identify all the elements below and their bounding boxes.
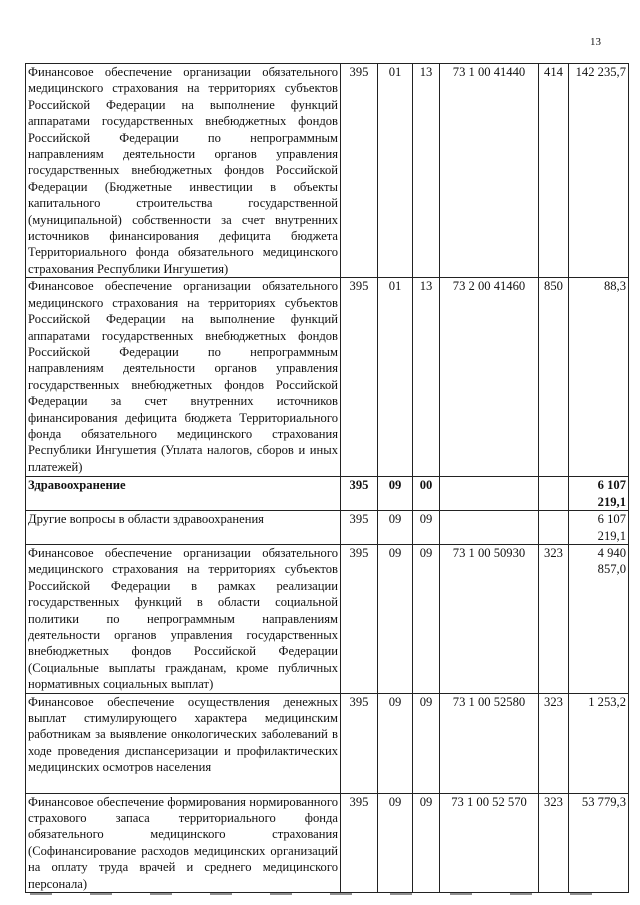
amount: 53 779,3	[569, 793, 629, 892]
section-code: 09	[378, 477, 413, 511]
row-description: Финансовое обеспечение формирования нормированного страхового запаса территориального фонда обязательного медицинского страхования (Софинансирование расходов медицинских организаций на оплату труда врачей и среднего медицинского персонала)	[26, 793, 341, 892]
target-article-code: 73 1 00 52580	[440, 693, 539, 793]
target-article-code: 73 1 00 50930	[440, 544, 539, 693]
grbs-code: 395	[341, 64, 378, 278]
amount: 6 107 219,1	[569, 511, 629, 545]
subsection-code: 13	[413, 64, 440, 278]
table-row	[26, 477, 629, 511]
table-row	[26, 511, 629, 545]
row-description: Финансовое обеспечение осуществления денежных выплат стимулирующего характера медицинским работникам за выявление онкологических заболеваний в ходе проведения диспансеризации и профилактических медицинских осмотров населения	[26, 693, 341, 793]
section-code: 09	[378, 693, 413, 793]
table-row	[26, 544, 629, 693]
expense-type-code	[539, 477, 569, 511]
amount: 6 107 219,1	[569, 477, 629, 511]
grbs-code: 395	[341, 793, 378, 892]
expense-type-code: 850	[539, 278, 569, 477]
expense-type-code: 414	[539, 64, 569, 278]
expense-type-code: 323	[539, 544, 569, 693]
row-description: Финансовое обеспечение организации обязательного медицинского страхования на территориях субъектов Российской Федерации на выполнение функций аппаратами государственных внебюджетных фондов Российской Федерации по непрограммным направлениям деятельности органов управления государственных внебюджетных фондов Российской Федерации за счет внутренних источников финансирования дефицита бюджета Территориального фонда обязательного медицинского страхования Республики Ингушетия (Уплата налогов, сборов и иных платежей)	[26, 278, 341, 477]
subsection-code: 13	[413, 278, 440, 477]
section-code: 09	[378, 793, 413, 892]
amount: 142 235,7	[569, 64, 629, 278]
amount: 1 253,2	[569, 693, 629, 793]
subsection-code: 09	[413, 544, 440, 693]
amount: 4 940 857,0	[569, 544, 629, 693]
subsection-code: 09	[413, 793, 440, 892]
expense-type-code: 323	[539, 693, 569, 793]
row-description: Другие вопросы в области здравоохранения	[26, 511, 341, 545]
expense-type-code	[539, 511, 569, 545]
grbs-code: 395	[341, 693, 378, 793]
target-article-code	[440, 511, 539, 545]
table-row	[26, 693, 629, 793]
amount: 88,3	[569, 278, 629, 477]
grbs-code: 395	[341, 511, 378, 545]
grbs-code: 395	[341, 278, 378, 477]
target-article-code: 73 1 00 52 570	[440, 793, 539, 892]
subsection-code: 09	[413, 693, 440, 793]
target-article-code: 73 1 00 41440	[440, 64, 539, 278]
page-number: 13	[590, 36, 601, 48]
target-article-code	[440, 477, 539, 511]
budget-table	[25, 63, 629, 893]
table-row	[26, 64, 629, 278]
section-code: 09	[378, 511, 413, 545]
section-code: 01	[378, 278, 413, 477]
section-code: 01	[378, 64, 413, 278]
section-code: 09	[378, 544, 413, 693]
row-description: Финансовое обеспечение организации обязательного медицинского страхования на территориях субъектов Российской Федерации в рамках реализации государственных функций в области социальной политики по непрограммным направлениям деятельности органов управления государственных внебюджетных фондов Российской Федерации (Социальные выплаты гражданам, кроме публичных нормативных социальных выплат)	[26, 544, 341, 693]
grbs-code: 395	[341, 544, 378, 693]
table-row	[26, 278, 629, 477]
scan-footer-marks	[30, 893, 620, 895]
subsection-code: 09	[413, 511, 440, 545]
target-article-code: 73 2 00 41460	[440, 278, 539, 477]
row-description: Здравоохранение	[26, 477, 341, 511]
subsection-code: 00	[413, 477, 440, 511]
row-description: Финансовое обеспечение организации обязательного медицинского страхования на территориях субъектов Российской Федерации на выполнение функций аппаратами государственных внебюджетных фондов Российской Федерации по непрограммным направлениям деятельности органов управления государственных внебюджетных фондов Российской Федерации (Бюджетные инвестиции в объекты капитального строительства государственной (муниципальной) собственности за счет внутренних источников финансирования дефицита бюджета Территориального фонда обязательного медицинского страхования Республики Ингушетия)	[26, 64, 341, 278]
table-row	[26, 793, 629, 892]
expense-type-code: 323	[539, 793, 569, 892]
grbs-code: 395	[341, 477, 378, 511]
